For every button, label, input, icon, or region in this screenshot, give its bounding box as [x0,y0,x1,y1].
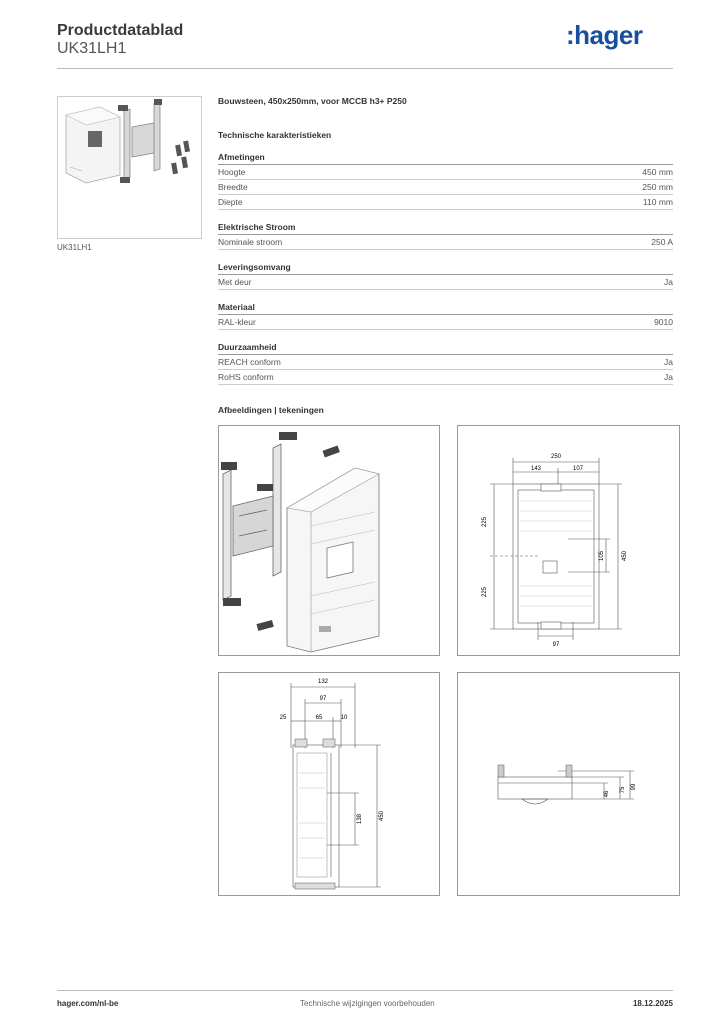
dim-height-bottom: 225 [482,586,488,598]
product-image-caption: UK31LH1 [57,243,92,252]
dim-depth-99: 99 [631,783,637,791]
spec-label: Nominale stroom [218,237,283,247]
spec-group-leveringsomvang [218,262,673,290]
spec-group-afmetingen [218,152,673,210]
dim-depth-75: 75 [620,786,626,794]
front-view-drawing [457,425,680,656]
top-view-drawing [457,672,680,896]
header-divider [57,68,673,69]
dim-depth-97: 97 [319,696,327,702]
dim-depth-10: 10 [340,715,348,721]
dim-width-bottom: 97 [552,642,560,648]
spec-label: Met deur [218,277,252,287]
spec-group-title: Leveringsomvang [218,262,673,275]
spec-label: Hoogte [218,167,246,177]
dim-height-450: 450 [379,810,385,822]
spec-group-elektrische-stroom [218,222,673,250]
spec-row [218,235,673,250]
spec-label: RAL-kleur [218,317,256,327]
dim-depth-25: 25 [279,715,287,721]
spec-label: Diepte [218,197,243,207]
spec-label: Breedte [218,182,248,192]
dim-height-138: 138 [357,813,363,825]
spec-value: Ja [664,357,673,367]
specs-heading: Technische karakteristieken [218,130,332,140]
drawings-heading: Afbeeldingen | tekeningen [218,405,324,415]
spec-row [218,315,673,330]
spec-value: 9010 [654,317,673,327]
spec-group-title: Elektrische Stroom [218,222,673,235]
spec-label: REACH conform [218,357,281,367]
side-view-drawing [218,672,440,896]
spec-value: Ja [664,372,673,382]
spec-row [218,195,673,210]
dim-depth-46: 46 [604,790,610,798]
spec-row [218,180,673,195]
dim-depth-total: 132 [317,679,329,685]
spec-value: 450 mm [642,167,673,177]
dim-width-right: 107 [572,466,584,472]
spec-row [218,355,673,370]
dim-height-total: 450 [622,550,628,562]
product-image [57,96,202,239]
spec-label: RoHS conform [218,372,274,382]
dim-width-total: 250 [550,454,562,460]
spec-group-duurzaamheid [218,342,673,385]
page-title: Productdatablad [57,22,184,39]
spec-group-title: Duurzaamheid [218,342,673,355]
dim-depth-65: 65 [315,715,323,721]
spec-row [218,370,673,385]
exploded-view-drawing [218,425,440,656]
spec-group-materiaal [218,302,673,330]
spec-value: 110 mm [642,197,673,207]
product-description: Bouwsteen, 450x250mm, voor MCCB h3+ P250 [218,96,407,106]
dim-width-left: 143 [530,466,542,472]
footer-website: hager.com/nl-be [57,999,119,1008]
footer-disclaimer: Technische wijzigingen voorbehouden [300,999,435,1008]
spec-value: 250 A [651,237,673,247]
hager-logo: :hager [566,20,643,50]
spec-row [218,275,673,290]
dim-height-mid: 105 [599,550,605,562]
spec-row [218,165,673,180]
spec-value: Ja [664,277,673,287]
spec-group-title: Afmetingen [218,152,673,165]
footer-divider [57,990,673,991]
specs-section [218,96,673,397]
spec-value: 250 mm [642,182,673,192]
spec-group-title: Materiaal [218,302,673,315]
footer-date: 18.12.2025 [632,999,673,1008]
dim-height-top: 225 [482,516,488,528]
product-code: UK31LH1 [57,40,127,57]
